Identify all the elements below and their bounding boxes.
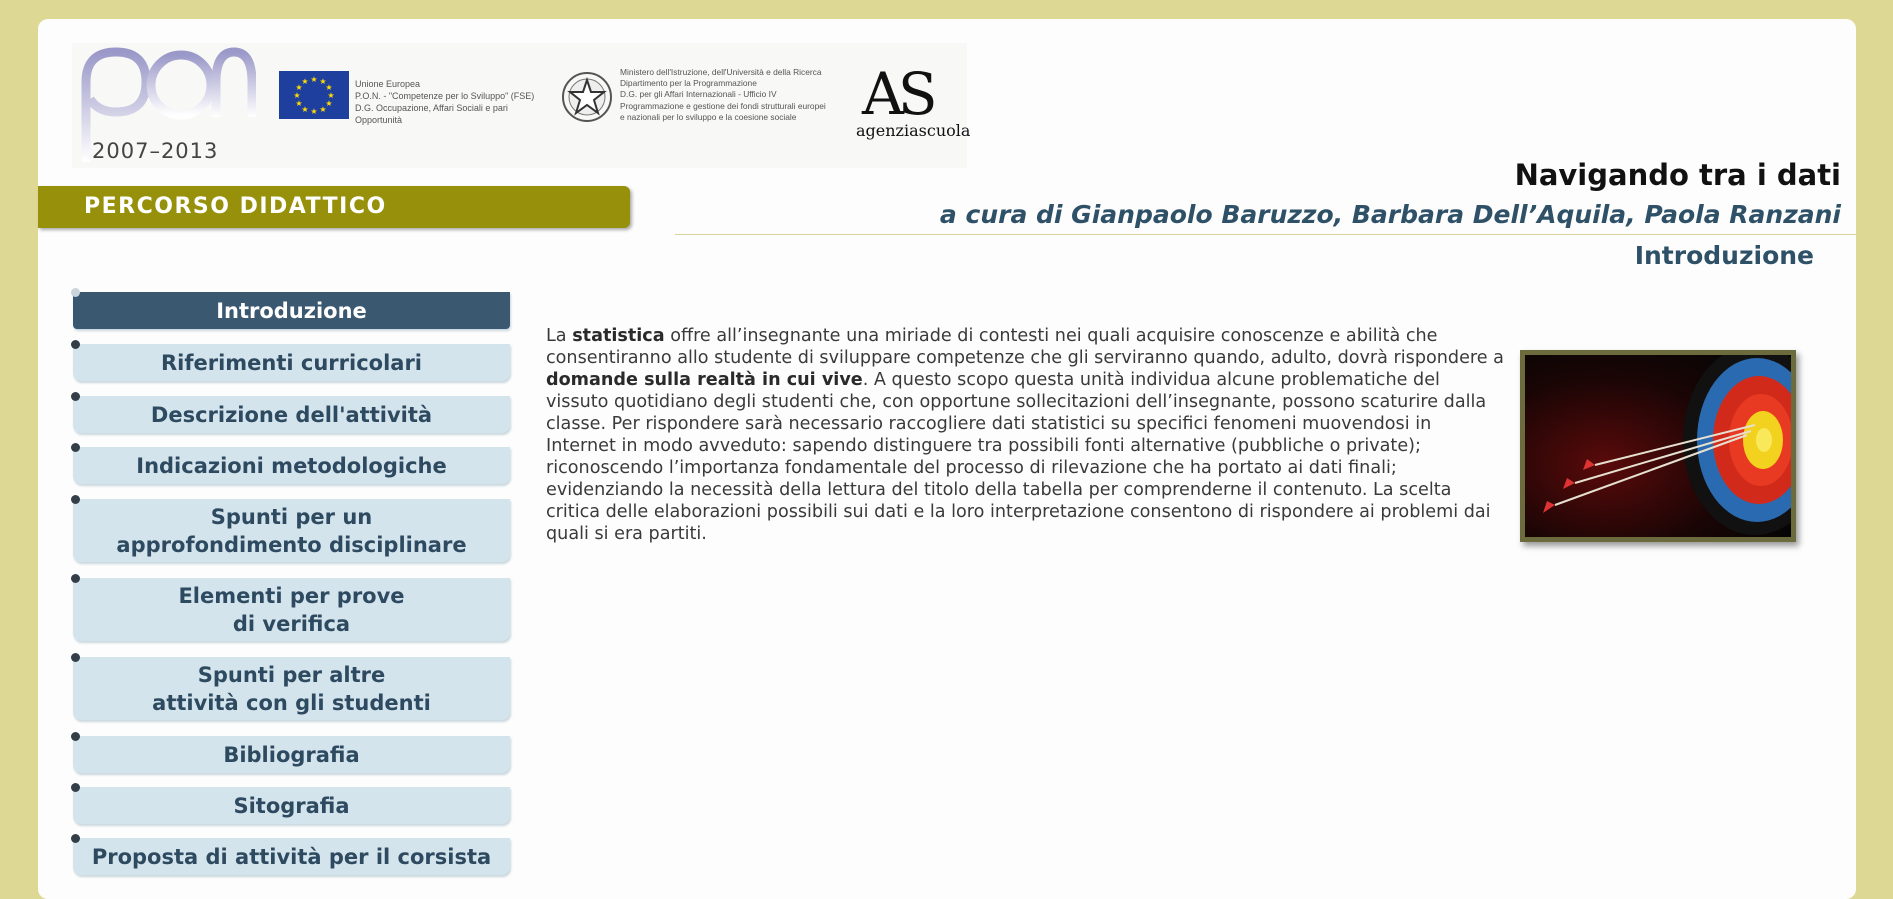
sidebar-item-altre-attivita[interactable]	[73, 657, 510, 720]
bullet-icon	[71, 732, 80, 741]
svg-text:★: ★	[293, 91, 301, 100]
sidebar-item-riferimenti-curricolari[interactable]	[73, 344, 510, 381]
bullet-icon	[71, 392, 80, 401]
bullet-icon	[71, 340, 80, 349]
italian-emblem-icon	[560, 67, 614, 127]
authors-line: a cura di Gianpaolo Baruzzo, Barbara Dell’Aquila, Paola Ranzani	[939, 200, 1841, 229]
sidebar-item-label: Indicazioni metodologiche	[136, 453, 447, 478]
sidebar-item-label: Riferimenti curricolari	[160, 350, 423, 375]
sidebar-item-label: Spunti per altre attività con gli studenti	[152, 662, 431, 715]
sidebar-item-approfondimento-disciplinare[interactable]	[73, 499, 510, 562]
svg-text:★: ★	[301, 77, 309, 86]
ministry-text: Ministero dell'Istruzione, dell'Università e della Ricerca Dipartimento per la Programmazione D.G. per gli Affari Internazionali - Ufficio IV Programmazione e gestione dei fondi strutturali europei e nazionali per lo sviluppo e la coesione sociale	[620, 67, 826, 122]
sidebar-item-label: Descrizione dell'attività	[150, 402, 433, 427]
svg-text:★: ★	[310, 75, 318, 84]
keyword-domande: domande sulla realtà in cui vive	[546, 370, 863, 390]
section-title: Introduzione	[1634, 241, 1814, 270]
bullet-icon	[71, 288, 80, 297]
percorso-label: PERCORSO DIDATTICO	[84, 194, 387, 219]
agenziascuola-logo: AS agenziascuola	[856, 60, 971, 140]
bullet-icon	[71, 783, 80, 792]
sidebar-item-proposta-attivita[interactable]	[73, 838, 510, 875]
svg-text:★: ★	[325, 83, 333, 92]
sidebar-item-label: Introduzione	[216, 298, 367, 323]
svg-text:★: ★	[327, 91, 335, 100]
page-title: Navigando tra i dati	[1514, 158, 1841, 192]
eu-flag-icon	[279, 71, 349, 119]
svg-text:★: ★	[295, 99, 303, 108]
pon-years: 2007–2013	[92, 139, 219, 163]
logo-banner	[72, 43, 971, 168]
keyword-statistica: statistica	[572, 326, 665, 346]
svg-text:★: ★	[301, 105, 309, 114]
bullet-icon	[71, 495, 80, 504]
sidebar-item-sitografia[interactable]	[73, 787, 510, 824]
bullet-icon	[71, 443, 80, 452]
bullet-icon	[71, 653, 80, 662]
sidebar-item-bibliografia[interactable]	[73, 736, 510, 773]
percorso-didattico-bar	[38, 186, 630, 228]
header-divider	[675, 234, 1856, 235]
bullet-icon	[71, 834, 80, 843]
sidebar-item-indicazioni-metodologiche[interactable]	[73, 447, 510, 484]
pon-logo	[76, 47, 256, 167]
sidebar-item-introduzione[interactable]	[73, 292, 510, 329]
target-arrows-image	[1520, 350, 1796, 542]
sidebar-item-label: Spunti per un approfondimento disciplinare	[116, 504, 467, 557]
svg-text:★: ★	[319, 105, 327, 114]
sidebar-item-label: Proposta di attività per il corsista	[91, 844, 492, 869]
svg-text:★: ★	[310, 107, 318, 116]
sidebar-item-label: Bibliografia	[223, 742, 360, 767]
sidebar-item-descrizione-attivita[interactable]	[73, 396, 510, 433]
sidebar-item-prove-verifica[interactable]	[73, 578, 510, 641]
svg-text:★: ★	[325, 99, 333, 108]
sidebar-item-label: Sitografia	[233, 793, 350, 818]
svg-text:★: ★	[295, 83, 303, 92]
intro-paragraph: La statistica offre all’insegnante una miriade di contesti nei quali acquisire conoscenze e abilità che consentiranno allo studente di sviluppare competenze che gli serviranno quando, adulto, dovrà rispondere a domande sulla realtà in cui vive. A questo scopo questa unità individua alcune problematiche del vissuto quotidiano degli studenti che, con opportune sollecitazioni dell’insegnante, possono scaturire dalla classe. Per rispondere sarà necessario raccogliere dati statistici su specifici fenomeni muovendosi in Internet in modo avveduto: sapendo distinguere tra possibili fonti alternative (pubbliche o private); riconoscendo l’importanza fondamentale del processo di rilevazione che ha portato ai dati finali; evidenziando la necessità della lettura del titolo della tabella per comprenderne il contenuto. La scelta critica delle elaborazioni possibili sui dati e la loro interpretazione consentono di rispondere ai problemi dai quali si era partiti.	[546, 326, 1504, 544]
bullet-icon	[71, 574, 80, 583]
svg-text:★: ★	[319, 77, 327, 86]
sidebar-item-label: Elementi per prove di verifica	[178, 583, 405, 636]
eu-text: Unione Europea P.O.N. - "Competenze per lo Sviluppo" (FSE) D.G. Occupazione, Affari Sociali e pari Opportunità	[355, 79, 535, 125]
